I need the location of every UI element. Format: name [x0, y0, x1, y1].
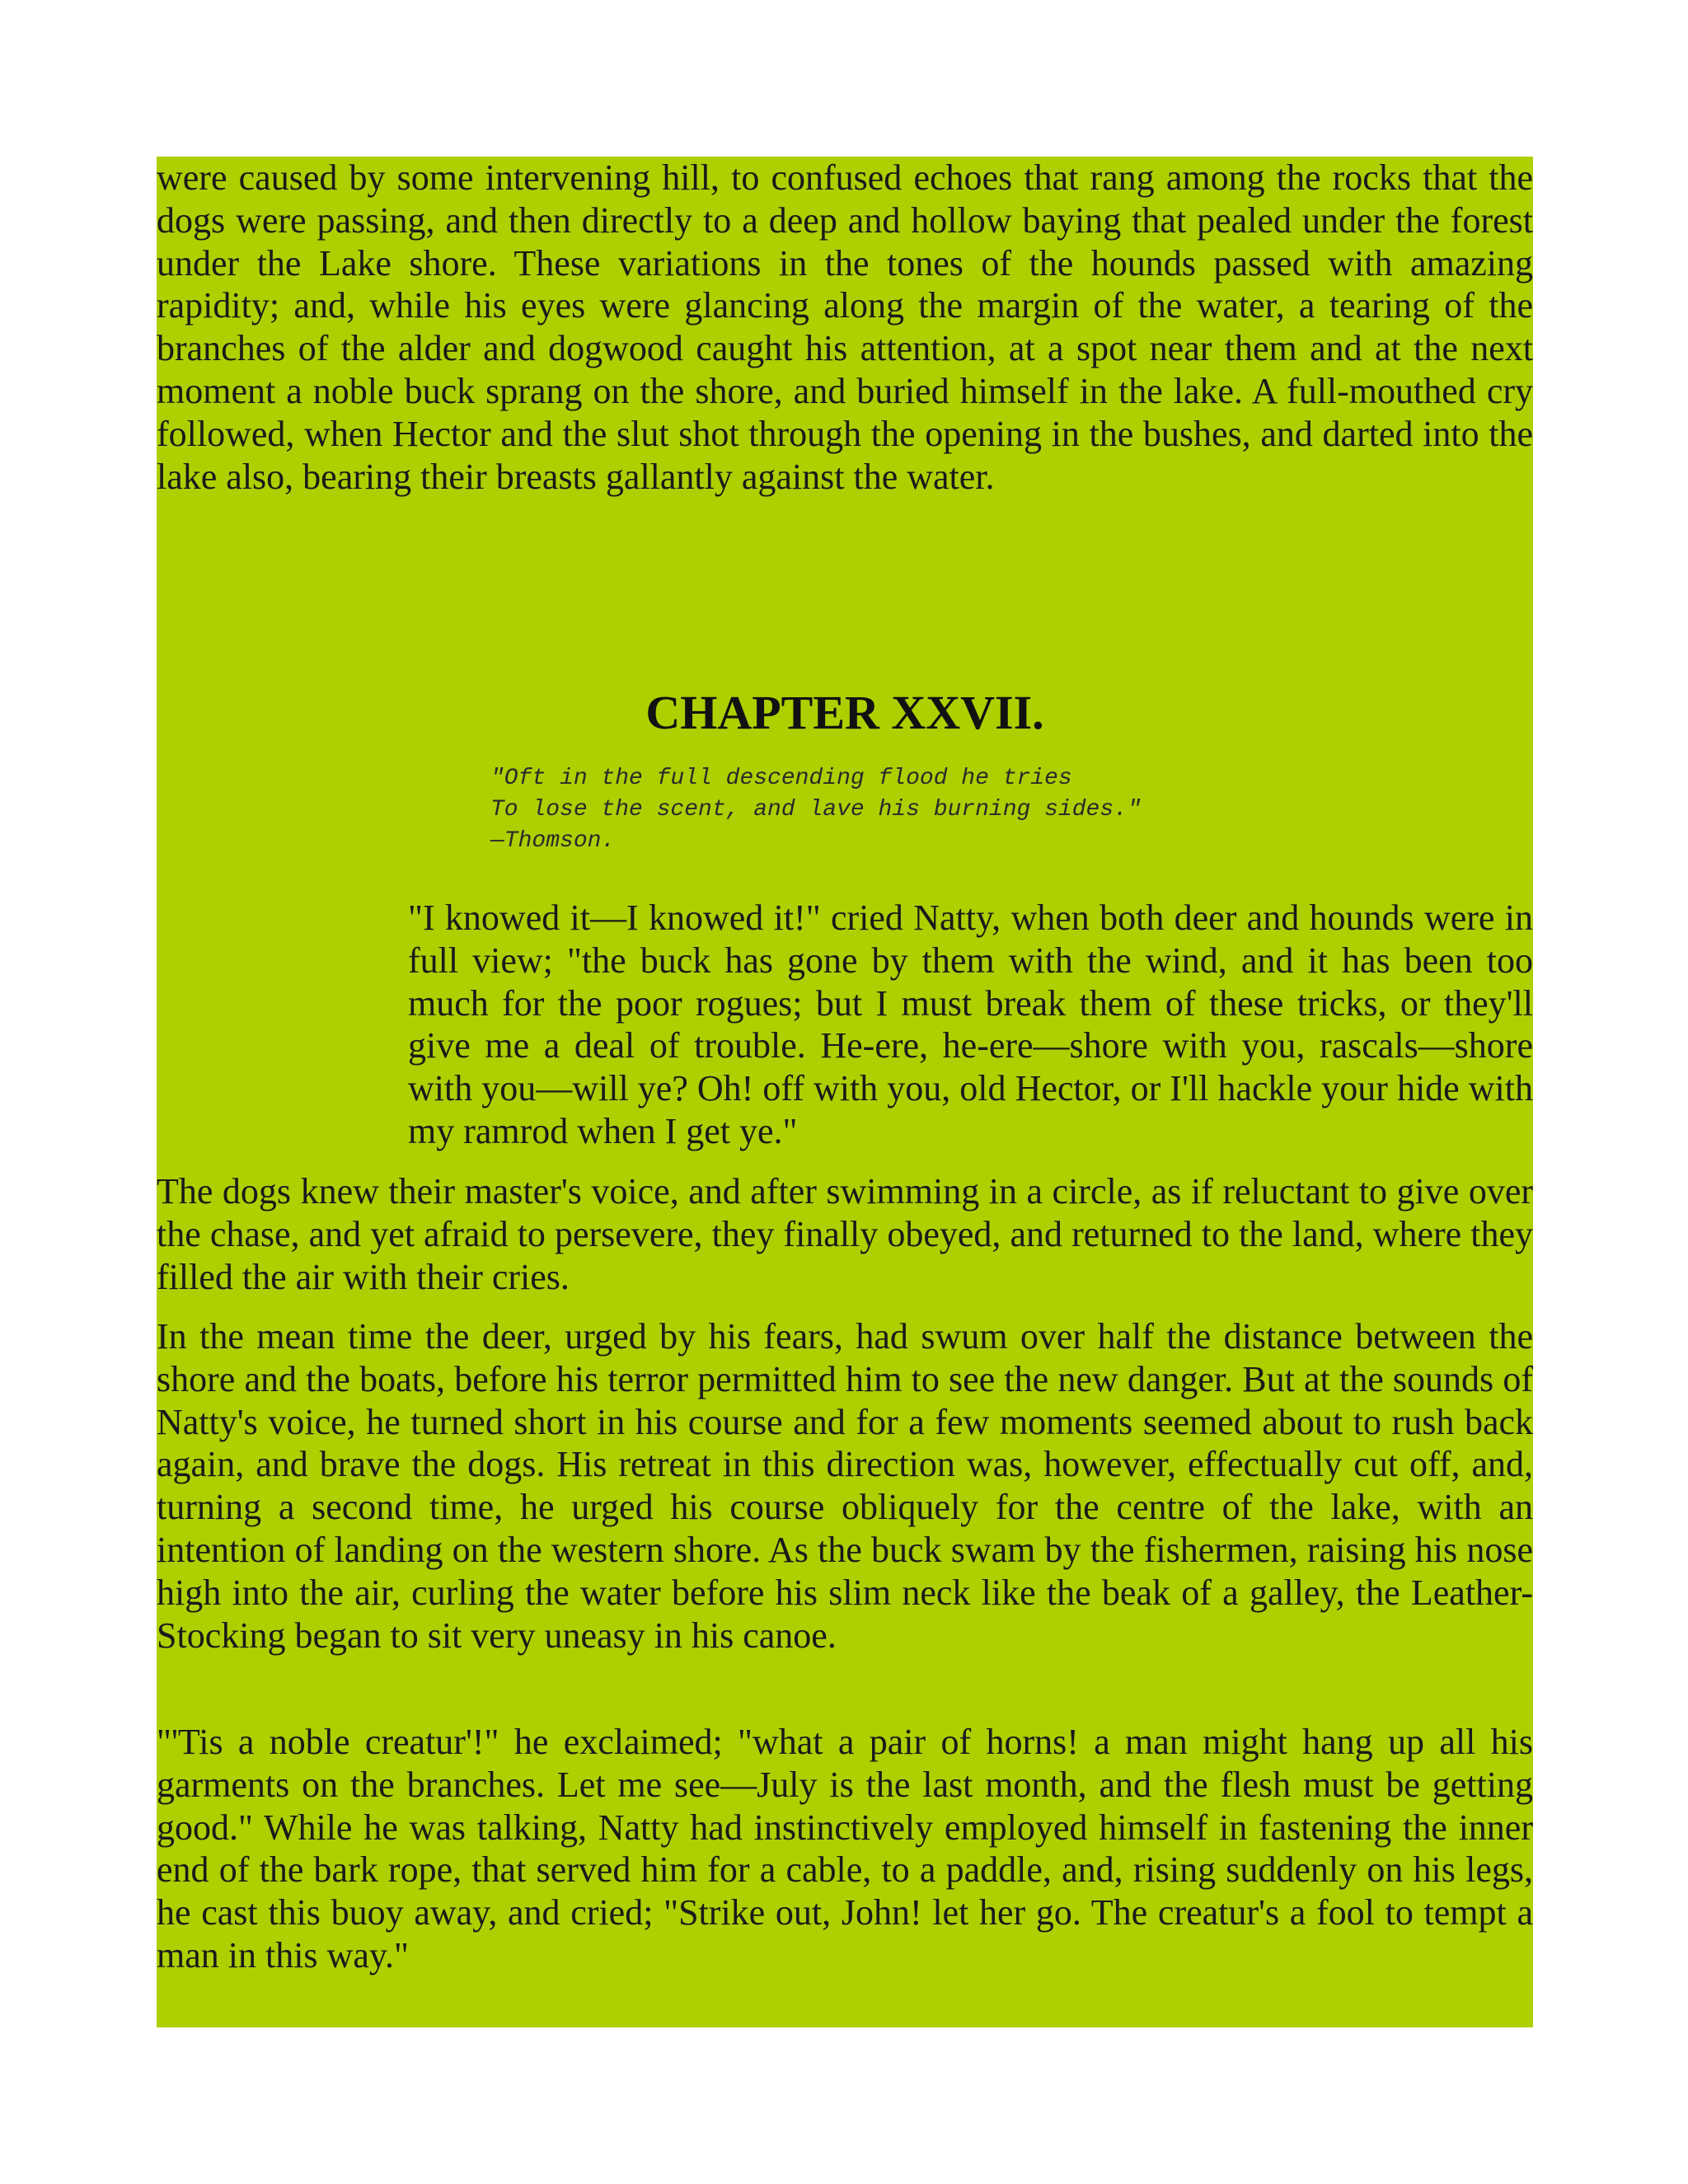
- paragraph-deer-swim: In the mean time the deer, urged by his fears, had swum over half the distance between the shore and the boats, before his terror permitted him to see the new danger. But at the sounds of Natty's voice, he turned short in his course and for a few moments seemed about to rush back again, and brave the dogs. His retreat in this direction was, however, effectually cut off, and, turning a second time, he urged his course obliquely for the centre of the lake, with an intention of landing on the western shore. As the buck swam by the fishermen, raising his nose high into the air, curling the water before his slim neck like the beak of a galley, the Leather-Stocking began to sit very uneasy in his canoe.: [157, 1316, 1533, 1656]
- epigraph-line-1: "Oft in the full descending flood he tries: [490, 766, 1072, 791]
- page-panel: [157, 157, 1533, 2027]
- paragraph-hounds-chase: were caused by some intervening hill, to confused echoes that rang among the rocks that the dogs were passing, and then directly to a deep and hollow baying that pealed under the forest under the Lake shore. These variations in the tones of the hounds passed with amazing rapidity; and, while his eyes were glancing along the margin of the water, a tearing of the branches of the alder and dogwood caught his attention, at a spot near them and at the next moment a noble buck sprang on the shore, and buried himself in the lake. A full-mouthed cry followed, when Hector and the slut shot through the opening in the bushes, and darted into the lake also, bearing their breasts gallantly against the water.: [157, 157, 1533, 497]
- paragraph-dogs-return: The dogs knew their master's voice, and after swimming in a circle, as if reluctant to give over the chase, and yet afraid to persevere, they finally obeyed, and returned to the land, where they filled the air with their cries.: [157, 1171, 1533, 1297]
- paragraph-natty-quote: "I knowed it—I knowed it!" cried Natty, when both deer and hounds were in full view; "the buck has gone by them with the wind, and it has been too much for the poor rogues; but I must break them of these tricks, or they'll give me a deal of trouble. He-ere, he-ere—shore with you, rascals—shore with you—will ye? Oh! off with you, old Hector, or I'll hackle your hide with my ramrod when I get ye.": [408, 898, 1533, 1151]
- chapter-epigraph: [490, 763, 1142, 857]
- chapter-title: CHAPTER XXVII.: [645, 686, 1044, 739]
- epigraph-line-2: To lose the scent, and lave his burning sides.": [490, 797, 1142, 823]
- epigraph-attribution: —Thomson.: [490, 828, 616, 854]
- paragraph-noble-creatur: "'Tis a noble creatur'!" he exclaimed; "what a pair of horns! a man might hang up all his garments on the branches. Let me see—July is the last month, and the flesh must be getting good." While he was talking, Natty had instinctively employed himself in fastening the inner end of the bark rope, that served him for a cable, to a paddle, and, rising suddenly on his legs, he cast this buoy away, and cried; "Strike out, John! let her go. The creatur's a fool to tempt a man in this way.": [157, 1722, 1533, 1975]
